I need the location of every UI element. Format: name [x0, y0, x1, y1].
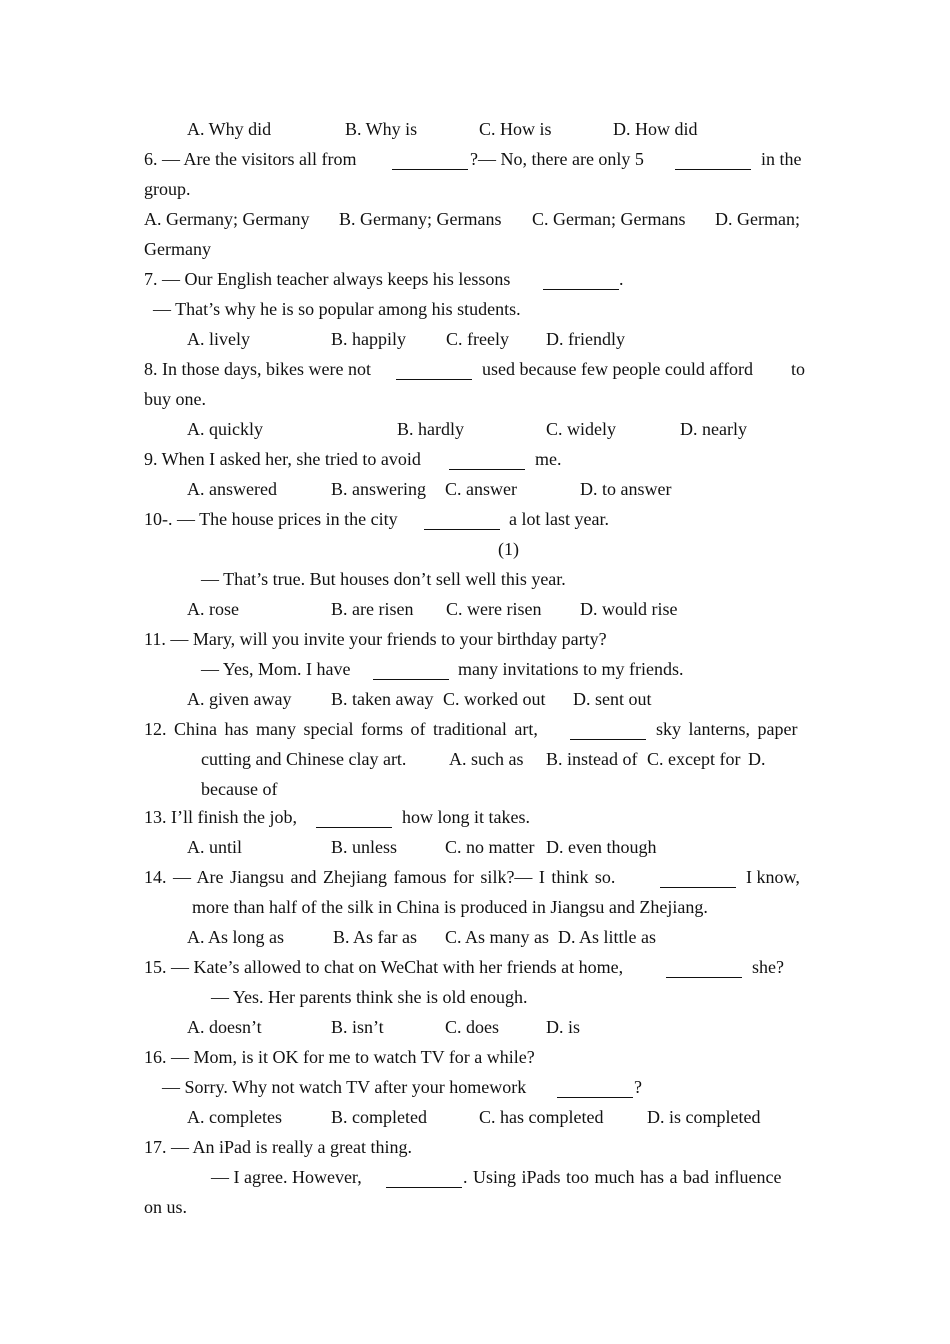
q8-option-a: A. quickly — [187, 419, 263, 439]
q12-option-d-cont: because of — [201, 779, 278, 799]
q7-option-a: A. lively — [187, 329, 250, 349]
q16-option-a: A. completes — [187, 1107, 282, 1127]
q6-blank-2 — [675, 155, 751, 170]
q16-option-c: C. has completed — [479, 1107, 604, 1127]
q13-option-b: B. unless — [331, 837, 398, 857]
q14-stem-line2: more than half of the silk in China is produced in Jiangsu and Zhejiang. — [192, 897, 708, 917]
q6-option-d: D. German; — [715, 209, 800, 229]
q6-option-d-cont: Germany — [144, 239, 211, 259]
q16-option-b: B. completed — [331, 1107, 427, 1127]
q13-option-c: C. no matter — [445, 837, 535, 857]
q15-option-b: B. isn’t — [331, 1017, 384, 1037]
q5-option-c: C. How is — [479, 119, 552, 139]
q16-option-d: D. is completed — [647, 1107, 761, 1127]
q11-option-d: D. sent out — [573, 689, 652, 709]
q6-option-a: A. Germany; Germany — [144, 209, 310, 229]
q12-stem-part2: sky lanterns, paper — [656, 719, 798, 739]
q11-option-a: A. given away — [187, 689, 292, 709]
q8-stem-cont: buy one. — [144, 389, 206, 409]
q12-stem-line2: cutting and Chinese clay art. — [201, 749, 407, 769]
q13-option-d: D. even though — [546, 837, 657, 857]
q15-option-d: D. is — [546, 1017, 581, 1037]
q12-option-d: D. — [748, 749, 766, 769]
q8-stem-part2: used because few people could afford — [482, 359, 754, 379]
q15-reply: — Yes. Her parents think she is old enough. — [211, 987, 528, 1007]
q15-stem-end: she? — [752, 957, 784, 977]
q10-blank — [424, 515, 500, 530]
q10-stem-end: a lot last year. — [509, 509, 609, 529]
q5-option-a: A. Why did — [187, 119, 272, 139]
q14-option-b: B. As far as — [333, 927, 417, 947]
q7-stem: 7. — Our English teacher always keeps his lessons — [144, 269, 511, 289]
q16-reply-part2: ? — [634, 1077, 642, 1097]
q6-stem-part3: in the — [761, 149, 802, 169]
q11-blank — [373, 665, 449, 680]
q9-option-b: B. answering — [331, 479, 426, 499]
q17-reply-part2: . Using iPads too much has a bad influence — [463, 1167, 782, 1187]
q16-stem: 16. — Mom, is it OK for me to watch TV for a while? — [144, 1047, 535, 1067]
q13-stem-end: how long it takes. — [402, 807, 530, 827]
q14-option-d: D. As little as — [558, 927, 656, 947]
q9-option-a: A. answered — [187, 479, 277, 499]
q8-option-d: D. nearly — [680, 419, 747, 439]
q10-option-d: D. would rise — [580, 599, 678, 619]
q6-stem-part2: ?— No, there are only 5 — [470, 149, 644, 169]
q11-option-c: C. worked out — [443, 689, 546, 709]
q11-stem: 11. — Mary, will you invite your friends to your birthday party? — [144, 629, 607, 649]
q8-option-b: B. hardly — [397, 419, 464, 439]
q15-option-a: A. doesn’t — [187, 1017, 262, 1037]
q9-stem: 9. When I asked her, she tried to avoid — [144, 449, 421, 469]
q11-reply-part2: many invitations to my friends. — [458, 659, 684, 679]
q9-blank — [449, 455, 525, 470]
q7-reply: — That’s why he is so popular among his students. — [153, 299, 521, 319]
q6-stem-cont: group. — [144, 179, 191, 199]
q16-reply-part1: — Sorry. Why not watch TV after your homework — [162, 1077, 527, 1097]
q12-blank — [570, 725, 646, 740]
q6-blank-1 — [392, 155, 468, 170]
q8-blank — [396, 365, 472, 380]
q14-stem: 14. — Are Jiangsu and Zhejiang famous for silk?— I think so. — [144, 867, 616, 887]
q10-option-c: C. were risen — [446, 599, 542, 619]
q17-blank — [386, 1173, 462, 1188]
q7-option-d: D. friendly — [546, 329, 625, 349]
q15-option-c: C. does — [445, 1017, 499, 1037]
q7-option-b: B. happily — [331, 329, 406, 349]
q15-stem: 15. — Kate’s allowed to chat on WeChat with her friends at home, — [144, 957, 624, 977]
q10-stem: 10-. — The house prices in the city — [144, 509, 398, 529]
q7-blank — [543, 275, 619, 290]
q7-option-c: C. freely — [446, 329, 509, 349]
q10-reply: — That’s true. But houses don’t sell well this year. — [201, 569, 566, 589]
q14-stem-end: I know, — [746, 867, 800, 887]
q6-option-c: C. German; Germans — [532, 209, 686, 229]
q17-reply-part1: — I agree. However, — [211, 1167, 362, 1187]
q7-stem-end: . — [619, 269, 624, 289]
q5-option-b: B. Why is — [345, 119, 418, 139]
q12-option-b: B. instead of — [546, 749, 638, 769]
q13-option-a: A. until — [187, 837, 243, 857]
q10-option-a: A. rose — [187, 599, 239, 619]
q11-option-b: B. taken away — [331, 689, 434, 709]
q14-blank — [660, 873, 736, 888]
q10-option-b: B. are risen — [331, 599, 414, 619]
q17-stem: 17. — An iPad is really a great thing. — [144, 1137, 412, 1157]
q12-stem-part1: 12. China has many special forms of traditional art, — [144, 719, 538, 739]
page-number: (1) — [498, 539, 519, 559]
q12-option-c: C. except for — [647, 749, 741, 769]
q6-stem-part1: 6. — Are the visitors all from — [144, 149, 357, 169]
q16-blank — [557, 1083, 633, 1098]
q5-option-d: D. How did — [613, 119, 698, 139]
q9-option-c: C. answer — [445, 479, 517, 499]
q12-option-a: A. such as — [449, 749, 524, 769]
q8-stem-part1: 8. In those days, bikes were not — [144, 359, 371, 379]
q15-blank — [666, 963, 742, 978]
q8-option-c: C. widely — [546, 419, 616, 439]
q17-reply-cont: on us. — [144, 1197, 188, 1217]
q13-blank — [316, 813, 392, 828]
q8-stem-part3: to — [791, 359, 806, 379]
q14-option-c: C. As many as — [445, 927, 550, 947]
q14-option-a: A. As long as — [187, 927, 285, 947]
q9-stem-end: me. — [535, 449, 562, 469]
q11-reply-part1: — Yes, Mom. I have — [201, 659, 351, 679]
q6-option-b: B. Germany; Germans — [339, 209, 502, 229]
q9-option-d: D. to answer — [580, 479, 672, 499]
q13-stem: 13. I’ll finish the job, — [144, 807, 297, 827]
